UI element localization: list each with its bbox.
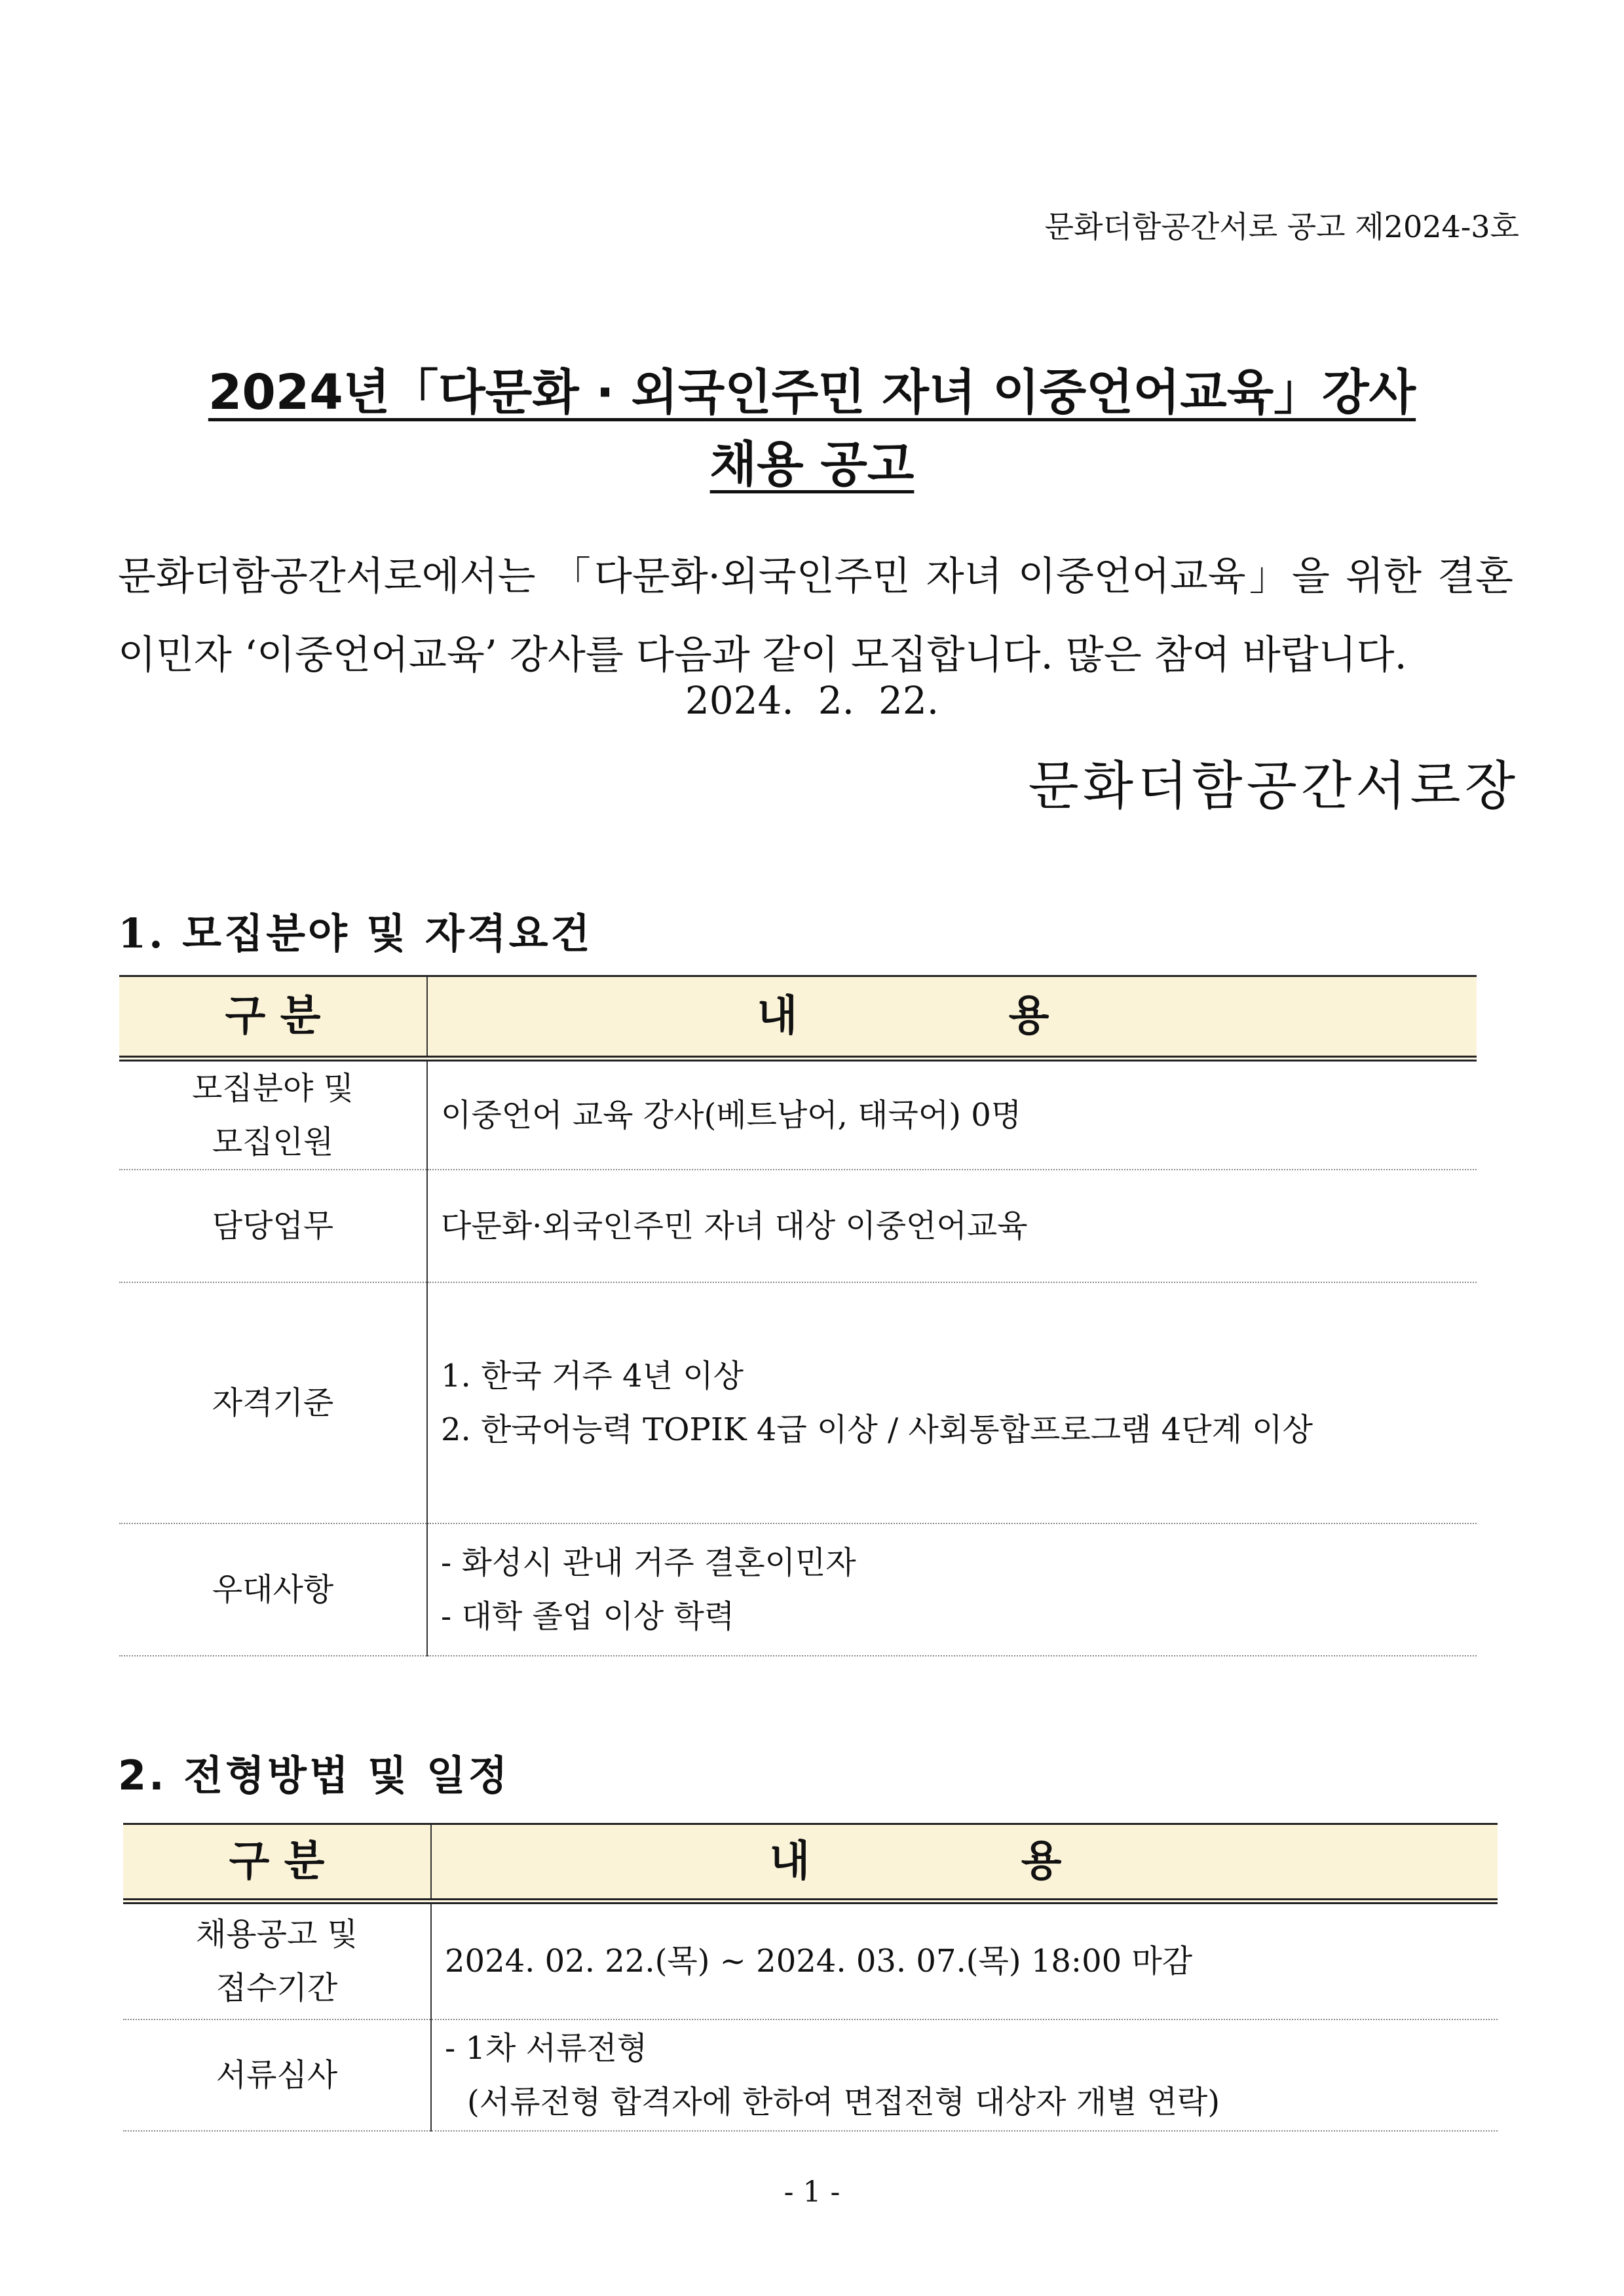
column-header-category: 구 분 [123,1824,431,1902]
table-row [119,1059,1477,1170]
row-key: 우대사항 [119,1523,427,1656]
row-key [119,1059,427,1170]
document-title [0,354,1624,423]
document-subtitle [0,426,1624,495]
signer: 문화더함공간서로장 [1028,756,1519,816]
section-2-heading: 2. 전형방법 및 일정 [118,1751,510,1799]
column-header-content: 내 용 [431,1824,1498,1902]
page-number: - 1 - [784,2175,840,2209]
column-header-category: 구 분 [119,976,427,1059]
intro-line-1: 문화더함공간서로에서는 「다문화·외국인주민 자녀 이중언어교육」을 위한 결혼 [118,554,1513,600]
row-key-line: 모집분야 및 [191,1070,354,1107]
table-row [119,1282,1477,1523]
row-key: 서류심사 [123,2019,431,2131]
row-value-line: (서류전형 합격자에 한하여 면접전형 대상자 개별 연락) [467,2083,1220,2120]
title-line-1: 2024년「다문화 · 외국인주민 자녀 이중언어교육」강사 [208,364,1416,421]
notice-number: 문화더함공간서로 공고 제2024-3호 [1044,209,1519,244]
row-key-line: 접수기간 [216,1970,338,2007]
table-row [119,1523,1477,1656]
table-row [119,1170,1477,1282]
title-line-2: 채용 공고 [709,436,915,493]
table-header-row [119,976,1477,1059]
notice-date: 2024. 2. 22. [685,678,939,723]
row-key: 자격기준 [119,1282,427,1523]
table-row [123,1902,1498,2019]
row-value: 이중언어 교육 강사(베트남어, 태국어) 0명 [427,1059,1477,1170]
row-key-line: 모집인원 [212,1124,334,1160]
schedule-table [123,1823,1498,2132]
row-value-line: - 1차 서류전형 [445,2029,648,2067]
requirements-table [119,975,1477,1656]
table-row [123,2019,1498,2131]
row-value [427,1282,1477,1523]
row-value-line: 2. 한국어능력 TOPIK 4급 이상 / 사회통합프로그램 4단계 이상 [441,1411,1313,1448]
section-1-heading: 1. 모집분야 및 자격요건 [118,909,593,957]
row-key [123,1902,431,2019]
row-value [427,1523,1477,1656]
intro-line-2: 이민자 ‘이중언어교육’ 강사를 다음과 같이 모집합니다. 많은 참여 바랍니다. [118,632,1407,678]
row-value: 다문화·외국인주민 자녀 대상 이중언어교육 [427,1170,1477,1282]
table-header-row [123,1824,1498,1902]
row-value: 2024. 02. 22.(목) ~ 2024. 03. 07.(목) 18:00 마감 [431,1902,1498,2019]
row-key-line: 채용공고 및 [195,1916,358,1953]
row-value-line: - 화성시 관내 거주 결혼이민자 [441,1544,856,1581]
row-key: 담당업무 [119,1170,427,1282]
row-value [431,2019,1498,2131]
row-value-line: - 대학 졸업 이상 학력 [441,1598,735,1635]
column-header-content: 내 용 [427,976,1477,1059]
row-value-line: 1. 한국 거주 4년 이상 [441,1358,744,1394]
